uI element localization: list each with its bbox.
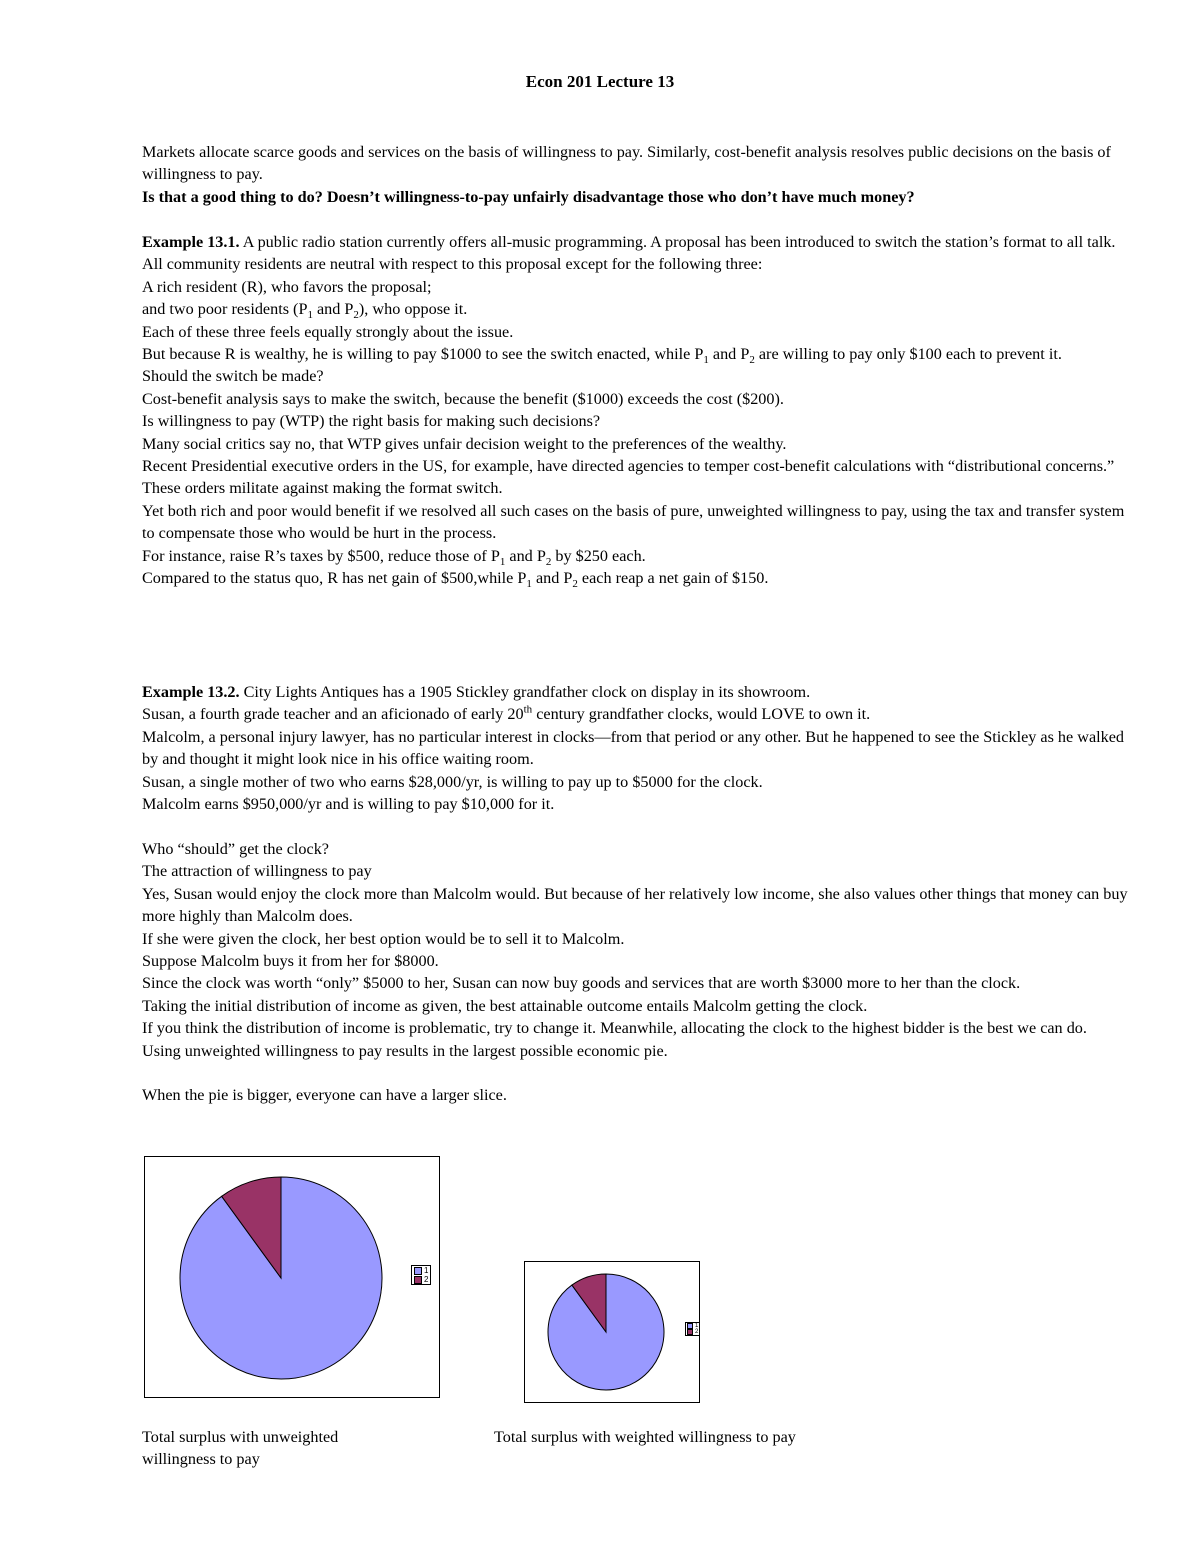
example-13-2: [142, 681, 1132, 815]
legend-swatch: [414, 1276, 422, 1284]
legend-label: 2: [695, 1329, 699, 1335]
intro-text: Markets allocate scarce goods and services on the basis of willingness to pay. Similarly, cost-benefit analysis resolves public decisions on the basis of willingness to pay.: [142, 143, 1111, 184]
ex1-text: and P: [531, 569, 573, 588]
disc-line: Taking the initial distribution of income as given, the best attainable outcome entails Malcolm getting the clock.: [142, 996, 868, 1015]
ex1-text: and P: [312, 300, 354, 319]
ex1-text: and P: [505, 546, 546, 565]
example-1-label: Example 13.1.: [142, 233, 240, 251]
disc-line: Yes, Susan would enjoy the clock more than Malcolm would. But because of her relatively low income, she also values other things that money can buy more highly than Malcolm does.: [142, 884, 1128, 926]
ex1-line: [142, 567, 1132, 589]
pie-chart-weighted: [524, 1261, 700, 1403]
example-1-lead-text: A public radio station currently offers all-music programming. A proposal has been introduced to switch the station’s format to all talk.: [239, 233, 1116, 251]
example-1-lead: [142, 231, 1132, 253]
ex1-line: All community residents are neutral with respect to this proposal except for the following three:: [142, 255, 763, 274]
disc-line: If she were given the clock, her best option would be to sell it to Malcolm.: [142, 929, 625, 948]
pie-svg-2: [525, 1262, 699, 1402]
caption-weighted: Total surplus with weighted willingness to pay: [494, 1428, 796, 1446]
ex1-sub: 1: [703, 354, 709, 367]
pie-legend-1: [411, 1265, 431, 1285]
ex1-text: and two poor residents (P: [142, 300, 308, 319]
ex2-line: Susan, a single mother of two who earns $28,000/yr, is willing to pay up to $5000 for the clock.: [142, 772, 763, 791]
ex1-line: Many social critics say no, that WTP gives unfair decision weight to the preferences of the wealthy.: [142, 434, 787, 453]
legend-swatch: [687, 1329, 693, 1335]
ex2-text: Susan, a fourth grade teacher and an aficionado of early 20: [142, 705, 524, 724]
disc-line: The attraction of willingness to pay: [142, 862, 372, 881]
ex1-text: each reap a net gain of $150.: [577, 569, 769, 588]
disc-line: Since the clock was worth “only” $5000 to her, Susan can now buy goods and services that are worth $3000 more to her than the clock.: [142, 974, 1021, 993]
ex1-line: Each of these three feels equally strongly about the issue.: [142, 322, 514, 341]
ex2-text: century grandfather clocks, would LOVE to own it.: [532, 705, 871, 724]
ex1-line: A rich resident (R), who favors the proposal;: [142, 277, 432, 296]
ex2-sup: th: [523, 704, 533, 717]
example-13-1: [142, 231, 1132, 590]
pie-group-2: [548, 1274, 664, 1390]
ex1-line: Recent Presidential executive orders in the US, for example, have directed agencies to temper cost-benefit calculations with “distributional concerns.”: [142, 457, 1115, 476]
disc-line: Suppose Malcolm buys it from her for $8000.: [142, 952, 439, 971]
ex1-sub: 2: [353, 309, 359, 322]
intro-section: [142, 141, 1132, 208]
pie-group-1: [180, 1177, 382, 1379]
intro-question: Is that a good thing to do? Doesn’t willingness-to-pay unfairly disadvantage those who don’t have much money?: [142, 187, 915, 206]
ex2-line: [142, 703, 1132, 725]
ex2-line: Malcolm earns $950,000/yr and is willing to pay $10,000 for it.: [142, 795, 555, 814]
discussion-section: [142, 838, 1132, 1107]
caption-unweighted: Total surplus with unweighted willingness to pay: [142, 1428, 339, 1469]
ex2-line: Malcolm, a personal injury lawyer, has no particular interest in clocks—from that period or any other. But he happened to see the Stickley as he walked by and thought it might look nice in his office waiting room.: [142, 727, 1124, 769]
legend-label: 1: [424, 1266, 429, 1275]
example-2-lead: [142, 681, 1132, 703]
disc-line: When the pie is bigger, everyone can have a larger slice.: [142, 1086, 507, 1105]
ex1-text: are willing to pay only $100 each to prevent it.: [754, 345, 1062, 364]
ex1-line: Cost-benefit analysis says to make the switch, because the benefit ($1000) exceeds the cost ($200).: [142, 389, 784, 408]
ex1-text: For instance, raise R’s taxes by $500, reduce those of P: [142, 546, 500, 565]
pie-chart-unweighted: [144, 1156, 440, 1398]
ex1-sub: 2: [572, 578, 578, 591]
ex1-line: [142, 343, 1132, 365]
example-2-lead-text: City Lights Antiques has a 1905 Stickley grandfather clock on display in its showroom.: [239, 683, 811, 701]
ex1-line: Is willingness to pay (WTP) the right basis for making such decisions?: [142, 412, 601, 431]
legend-swatch: [414, 1267, 422, 1275]
ex1-text: by $250 each.: [551, 546, 646, 565]
disc-line: If you think the distribution of income is problematic, try to change it. Meanwhile, allocating the clock to the highest bidder is the best we can do.: [142, 1019, 1087, 1038]
legend-row: [686, 1329, 699, 1335]
ex1-sub: 2: [749, 354, 755, 367]
ex1-sub: 2: [545, 555, 552, 568]
legend-label: 2: [424, 1275, 429, 1284]
disc-line: Who “should” get the clock?: [142, 840, 329, 858]
ex1-line: Should the switch be made?: [142, 367, 324, 386]
legend-row: [412, 1275, 430, 1284]
ex1-sub: 1: [307, 309, 313, 322]
legend-row: [412, 1266, 430, 1275]
ex1-line: Yet both rich and poor would benefit if we resolved all such cases on the basis of pure, unweighted willingness to pay, using the tax and transfer system to compensate those who would be hurt in the process.: [142, 501, 1125, 543]
ex1-sub: 1: [526, 578, 532, 591]
page-title: Econ 201 Lecture 13: [525, 72, 675, 91]
ex1-line: [142, 298, 1132, 320]
ex1-text: Compared to the status quo, R has net gain of $500,while P: [142, 569, 527, 588]
example-2-label: Example 13.2.: [142, 683, 240, 701]
disc-line: Using unweighted willingness to pay results in the largest possible economic pie.: [142, 1041, 668, 1060]
ex1-line: These orders militate against making the format switch.: [142, 479, 503, 498]
pie-legend-2: [685, 1322, 700, 1336]
ex1-text: ), who oppose it.: [358, 300, 468, 319]
legend-label: 1: [695, 1323, 699, 1329]
ex1-text: and P: [708, 345, 750, 364]
ex1-line: [142, 545, 1132, 567]
ex1-text: But because R is wealthy, he is willing to pay $1000 to see the switch enacted, while P: [142, 345, 704, 364]
pie-svg-1: [145, 1157, 439, 1397]
ex1-sub: 1: [499, 555, 506, 568]
